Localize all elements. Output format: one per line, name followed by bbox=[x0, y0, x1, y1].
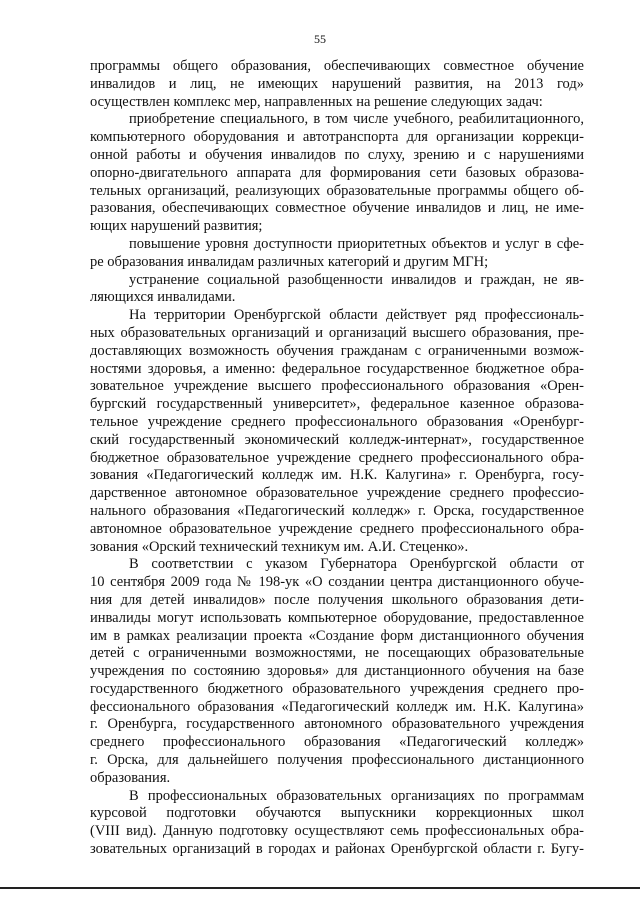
text-line: В профессиональных образовательных организациях по программам bbox=[129, 787, 584, 804]
text-line: г. Оренбурга, государственного автономного образовательного учреждения bbox=[90, 716, 584, 733]
text-line: дарственное автономное образовательное учреждение среднего профессио- bbox=[90, 485, 584, 502]
text-line: образования. bbox=[90, 769, 171, 786]
text-line: нального образования «Педагогический колледж» г. Орска, государственное bbox=[90, 502, 584, 519]
text-line: ский государственный экономический колледж-интернат», государственное bbox=[90, 431, 584, 448]
text-line: зовательное учреждение высшего профессионального образования «Орен- bbox=[90, 378, 584, 395]
text-line: тельных организаций, реализующих образовательные программы общего об- bbox=[90, 182, 584, 199]
text-line: ляющихся инвалидами. bbox=[90, 289, 236, 306]
text-line: г. Орска, для дальнейшего получения профессионального дистанционного bbox=[90, 752, 584, 769]
text-line: компьютерного оборудования и автотранспорта для организации коррекци- bbox=[90, 129, 584, 146]
text-line: курсовой подготовки обучаются выпускники коррекционных школ bbox=[90, 805, 584, 822]
text-line: инвалидов и лиц, не имеющих нарушений развития, на 2013 год» bbox=[90, 75, 584, 92]
text-line: ния для детей инвалидов» после получения школьного образования дети- bbox=[90, 591, 584, 608]
text-line: приобретение специального, в том числе учебного, реабилитационного, bbox=[129, 111, 584, 128]
text-line: инвалиды могут использовать компьютерное оборудование, предоставленное bbox=[90, 609, 584, 626]
text-line: ющих нарушений развития; bbox=[90, 218, 263, 235]
text-line: фессионального образования «Педагогический колледж им. Н.К. Калугина» bbox=[90, 698, 584, 715]
text-line: зовательных организаций в городах и районах Оренбургской области г. Бугу- bbox=[90, 841, 584, 858]
text-line: среднего профессионального образования «Педагогический колледж» bbox=[90, 734, 584, 751]
text-line: 10 сентября 2009 года № 198-ук «О создании центра дистанционного обуче- bbox=[90, 574, 584, 591]
text-line: опорно-двигательного аппарата для формирования сети базовых образова- bbox=[90, 164, 584, 181]
text-line: им в рамках реализации проекта «Создание форм дистанционного обучения bbox=[90, 627, 584, 644]
document-body bbox=[90, 58, 584, 859]
text-line: В соответствии с указом Губернатора Оренбургской области от bbox=[129, 556, 584, 573]
text-line: разования, обеспечивающих совместное обучение инвалидов и лиц, не име- bbox=[90, 200, 584, 217]
text-line: ре образования инвалидам различных категорий и другим МГН; bbox=[90, 253, 489, 270]
page-number: 55 bbox=[314, 32, 326, 46]
text-line: тельное учреждение среднего профессионального образования «Оренбург- bbox=[90, 413, 584, 430]
text-line: ностями здоровья, а именно: федеральное государственное бюджетное обра- bbox=[90, 360, 584, 377]
text-line: детей с ограниченными возможностями, не посещающих образовательные bbox=[90, 645, 584, 662]
text-line: автономное образовательное учреждение среднего профессионального обра- bbox=[90, 520, 584, 537]
text-line: повышение уровня доступности приоритетных объектов и услуг в сфе- bbox=[129, 235, 584, 252]
text-line: государственного бюджетного образовательного учреждения среднего про- bbox=[90, 680, 584, 697]
text-line: осуществлен комплекс мер, направленных на решение следующих задач: bbox=[90, 93, 543, 110]
text-line: зования «Орский технический техникум им. А.И. Стеценко». bbox=[90, 538, 469, 555]
text-line: онной работы и обучения инвалидов по слуху, зрению и с нарушениями bbox=[90, 146, 584, 163]
text-line: программы общего образования, обеспечивающих совместное обучение bbox=[90, 58, 584, 74]
text-line: доставляющих возможность обучения гражданам с ограниченными возмож- bbox=[90, 342, 584, 359]
text-line: зования «Педагогический колледж им. Н.К. Калугина» г. Оренбурга, госу- bbox=[90, 467, 584, 484]
bottom-rule bbox=[0, 887, 640, 889]
text-line: На территории Оренбургской области действует ряд профессиональ- bbox=[129, 307, 584, 324]
text-line: (VIII вид). Данную подготовку осуществляют семь профессиональных обра- bbox=[90, 823, 584, 840]
text-line: бюджетное образовательное учреждение среднего профессионального обра- bbox=[90, 449, 584, 466]
text-line: устранение социальной разобщенности инвалидов и граждан, не яв- bbox=[129, 271, 584, 288]
text-line: бургский государственный университет», федеральное казенное образова- bbox=[90, 396, 584, 413]
text-line: ных образовательных организаций и организаций высшего образования, пре- bbox=[90, 324, 584, 341]
text-line: учреждения по состоянию здоровья» для дистанционного обучения на базе bbox=[90, 663, 584, 680]
